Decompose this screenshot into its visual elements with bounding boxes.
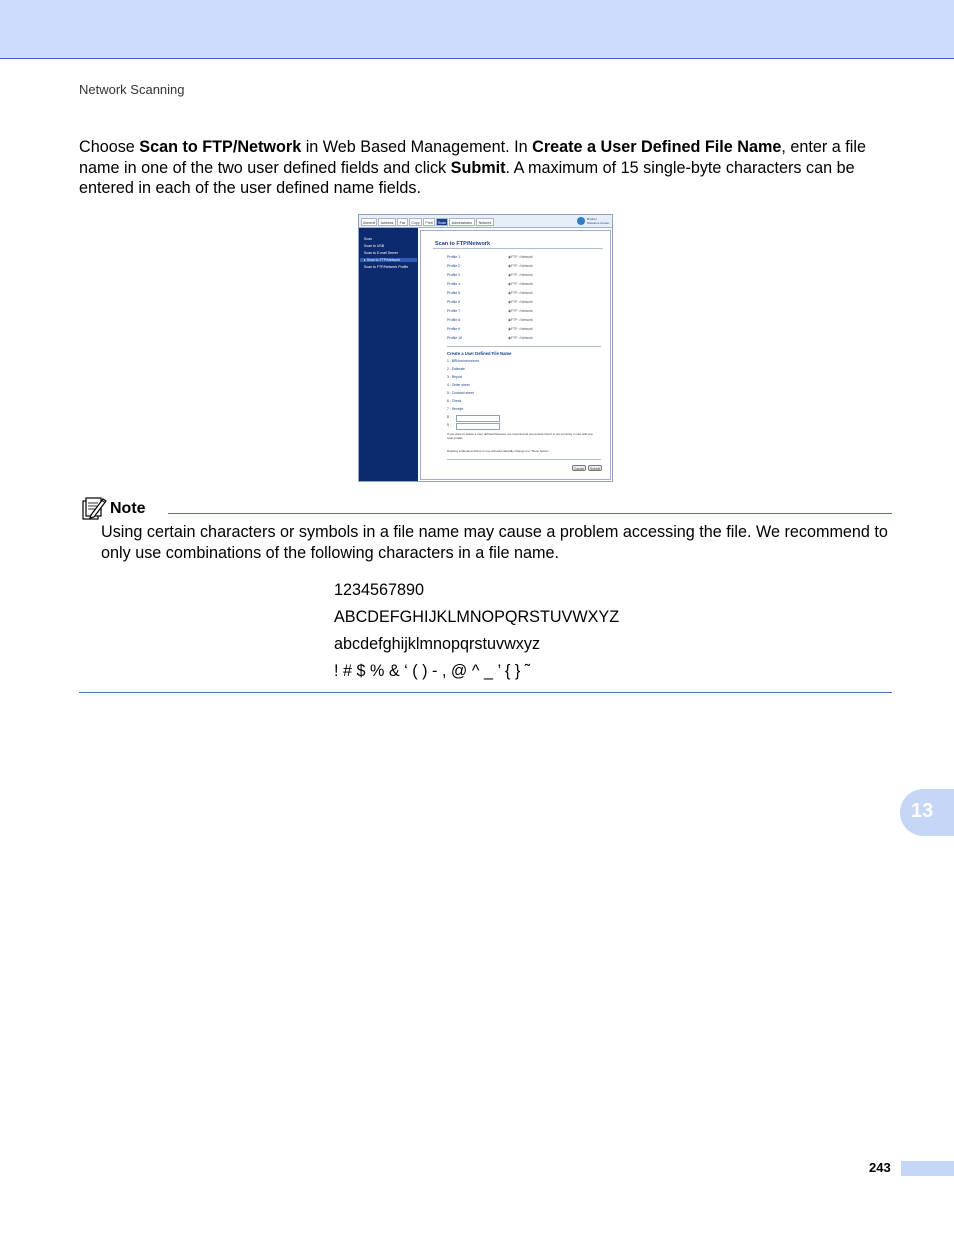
file-name-row[interactable]: 5 : Contract sheet xyxy=(447,391,474,395)
tab-administrator[interactable]: Administrator xyxy=(449,218,475,226)
profile-options[interactable]: ◉FTP ○Network xyxy=(508,309,533,313)
tab-network[interactable]: Network xyxy=(476,218,494,226)
top-header-band xyxy=(0,0,954,59)
profile-options[interactable]: ◉FTP ○Network xyxy=(508,327,533,331)
sidebar-item-scan-to-usb[interactable]: Scan to USB xyxy=(364,244,385,248)
intro-text-4: . A maximum of 15 single-byte characters can be entered in each of the user defined name fields. xyxy=(79,158,855,198)
intro-bold-scan-to-ftp: Scan to FTP/Network xyxy=(139,138,302,156)
file-name-row[interactable]: 6 : Check xyxy=(447,399,462,403)
file-name-row[interactable]: 1 : BRNxxxxxxxxxxxx xyxy=(447,359,480,363)
file-name-row[interactable]: 2 : Estimate xyxy=(447,367,465,371)
sidebar-item-scan-to-ftp[interactable]: ▸ Scan to FTP/Network xyxy=(360,258,417,262)
file-name-row: 9 : xyxy=(447,423,451,427)
profile-label: Profile 8 xyxy=(447,318,461,322)
profile-options[interactable]: ◉FTP ○Network xyxy=(508,255,533,259)
profile-label: Profile 6 xyxy=(447,300,461,304)
profile-label: Profile 1 xyxy=(447,255,461,259)
page-number: 243 xyxy=(869,1160,891,1175)
screenshot-tab-bar xyxy=(359,215,612,228)
sidebar-item-ftp-profile[interactable]: Scan to FTP/Network Profile xyxy=(364,265,409,269)
profile-options[interactable]: ◉FTP ○Network xyxy=(508,291,533,295)
note-title: Note xyxy=(110,500,146,517)
profile-label: Profile 4 xyxy=(447,282,461,286)
cancel-button[interactable]: Cancel xyxy=(572,465,586,471)
profile-label: Profile 2 xyxy=(447,264,461,268)
allowed-characters xyxy=(334,577,619,685)
profile-options[interactable]: ◉FTP ○Network xyxy=(508,336,533,340)
intro-bold-submit: Submit xyxy=(450,158,506,177)
intro-text-1: Choose xyxy=(79,138,140,156)
tab-general[interactable]: General xyxy=(361,218,377,226)
running-head: Network Scanning xyxy=(79,82,185,97)
submit-button[interactable]: Submit xyxy=(588,465,602,471)
sidebar-item-scan-to-email[interactable]: Scan to E-mail Server xyxy=(364,251,399,255)
delete-filename-note: If you want to delete a user defined filename, we recommend you ensure that it is not currently in use with any scan profile. xyxy=(447,432,593,440)
tab-fax[interactable]: Fax xyxy=(397,218,408,226)
screenshot-main-panel xyxy=(420,230,611,480)
file-name-input-9[interactable] xyxy=(456,423,500,430)
sidebar-item-scan-to-ftp-label: Scan to FTP/Network xyxy=(366,258,400,262)
profile-label: Profile 3 xyxy=(447,273,461,277)
tab-copy[interactable]: Copy xyxy=(409,218,422,226)
none-name-note: Deleting a filename that is in use will automatically change it to "None Name". xyxy=(447,449,550,453)
profile-options[interactable]: ◉FTP ○Network xyxy=(508,318,533,322)
intro-text-2: in Web Based Management. In xyxy=(301,138,533,156)
allowed-symbols: ! # $ % & ‘ ( ) - , @ ^ _ ’ { } ˜ xyxy=(334,662,531,680)
note-pencil-icon xyxy=(81,495,107,521)
web-management-screenshot xyxy=(358,214,613,482)
note-top-rule xyxy=(168,513,892,514)
note-body: Using certain characters or symbols in a file name may cause a problem accessing the file. We recommend to only use combinations of the following characters in a file name. xyxy=(101,523,888,562)
profile-label: Profile 10 xyxy=(447,336,463,340)
profile-options[interactable]: ◉FTP ○Network xyxy=(508,300,533,304)
logo-text: Brother Solutions Center xyxy=(587,217,610,225)
section-heading: Create a User Defined File Name xyxy=(447,351,512,356)
tab-address[interactable]: Address xyxy=(378,218,396,226)
file-name-row: 8 : xyxy=(447,415,451,419)
page-number-bar xyxy=(901,1161,954,1176)
tab-scan[interactable]: Scan xyxy=(436,218,448,226)
heading-divider xyxy=(433,248,603,249)
file-name-row[interactable]: 4 : Order sheet xyxy=(447,383,470,387)
section-divider xyxy=(447,346,601,347)
chapter-number: 13 xyxy=(911,800,934,822)
intro-paragraph xyxy=(79,137,894,199)
note-bottom-rule xyxy=(79,692,892,693)
tab-print[interactable]: Print xyxy=(423,218,435,226)
screenshot-heading: Scan to FTP/Network xyxy=(435,241,491,247)
profile-options[interactable]: ◉FTP ○Network xyxy=(508,273,533,277)
file-name-row[interactable]: 3 : Report xyxy=(447,375,462,379)
profile-label: Profile 7 xyxy=(447,309,461,313)
intro-text-3: , enter a file name in one of the two user defined fields and click xyxy=(79,138,866,177)
file-name-row[interactable]: 7 : Receipt xyxy=(447,407,464,411)
screenshot-sidebar xyxy=(359,228,418,481)
footer-divider xyxy=(447,459,601,460)
sidebar-item-scan[interactable]: Scan xyxy=(364,237,372,241)
profile-options[interactable]: ◉FTP ○Network xyxy=(508,264,533,268)
globe-icon xyxy=(577,217,585,225)
allowed-uppercase: ABCDEFGHIJKLMNOPQRSTUVWXYZ xyxy=(334,608,620,626)
allowed-digits: 1234567890 xyxy=(334,581,425,599)
brother-solutions-logo[interactable] xyxy=(577,216,611,226)
file-name-input-8[interactable] xyxy=(456,415,500,422)
profile-label: Profile 9 xyxy=(447,327,461,331)
allowed-lowercase: abcdefghijklmnopqrstuvwxyz xyxy=(334,635,541,653)
profile-options[interactable]: ◉FTP ○Network xyxy=(508,282,533,286)
intro-bold-create-file-name: Create a User Defined File Name xyxy=(532,138,782,156)
profile-label: Profile 5 xyxy=(447,291,461,295)
